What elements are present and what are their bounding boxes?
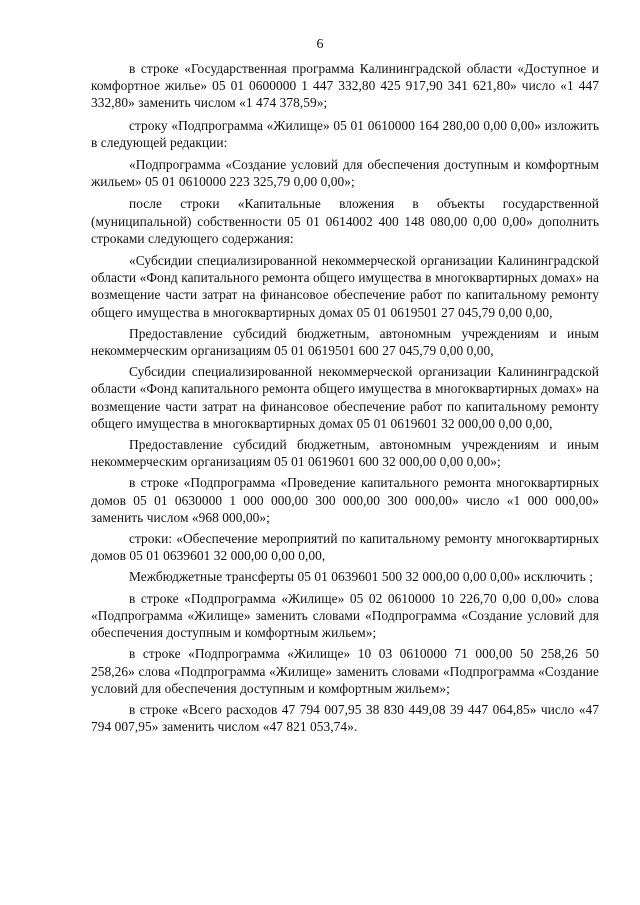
document-body — [91, 60, 599, 739]
paragraph-subsidies-fund-9601: Субсидии специализированной некоммерческой организации Калининградской области «Фонд капитального ремонта общего имущества в многоквартирных домах» на возмещение части затрат на финансовое обеспечение работ по капитальному ремонту общего имущества в многоквартирных домах 05 01 0619601 32 000,00 0,00 0,00, — [91, 364, 599, 431]
paragraph-repair-measures: строки: «Обеспечение мероприятий по капитальному ремонту многоквартирных домов 05 01 0639601 32 000,00 0,00 0,00, — [91, 531, 599, 564]
paragraph-housing-1003: в строке «Подпрограмма «Жилище» 10 03 0610000 71 000,00 50 258,26 50 258,26» слова «Подпрограмма «Жилище» заменить словами «Подпрограмма «Создание условий для обеспечения доступным и комфортным жильем»; — [91, 646, 599, 696]
paragraph-state-program: в строке «Государственная программа Калининградской области «Доступное и комфортное жилье» 05 01 0600000 1 447 332,80 425 917,90 341 621,80» число «1 447 332,80» заменить числом «1 474 378,59»; — [91, 61, 599, 111]
paragraph-total-expenses: в строке «Всего расходов 47 794 007,95 38 830 449,08 39 447 064,85» число «47 794 007,95» заменить числом «47 821 053,74». — [91, 701, 599, 735]
paragraph-housing-0502: в строке «Подпрограмма «Жилище» 05 02 0610000 10 226,70 0,00 0,00» слова «Подпрограмма «Жилище» заменить словами «Подпрограмма «Создание условий для обеспечения доступным и комфортным жильем»; — [91, 590, 599, 641]
page-number: 6 — [316, 37, 324, 52]
paragraph-subsidies-budget-9601: Предоставление субсидий бюджетным, автономным учреждениям и иным некоммерческим организациям 05 01 0619601 600 32 000,00 0,00 0,00»; — [91, 437, 599, 470]
paragraph-subsidies-budget-9501: Предоставление субсидий бюджетным, автономным учреждениям и иным некоммерческим организациям 05 01 0619501 600 27 045,79 0,00 0,00, — [91, 325, 599, 359]
paragraph-capital-repair-subprogram: в строке «Подпрограмма «Проведение капитального ремонта многоквартирных домов 05 01 0630000 1 000 000,00 300 000,00 300 000,00» число «1 000 000,00» заменить числом «968 000,00»; — [91, 475, 599, 525]
paragraph-subsidies-fund-9501: «Субсидии специализированной некоммерческой организации Калининградской области «Фонд капитального ремонта общего имущества в многоквартирных домах» на возмещение части затрат на финансовое обеспечение работ по капитальному ремонту общего имущества в многоквартирных домах 05 01 0619501 27 045,79 0,00 0,00, — [91, 253, 599, 320]
paragraph-capital-investments: после строки «Капитальные вложения в объекты государственной (муниципальной) собственности 05 01 0614002 400 148 080,00 0,00 0,00» дополнить строками следующего содержания: — [91, 196, 599, 246]
paragraph-housing-subprogram: строку «Подпрограмма «Жилище» 05 01 0610000 164 280,00 0,00 0,00» изложить в следующей редакции: — [91, 117, 599, 150]
paragraph-interbudget-transfers: Межбюджетные трансферты 05 01 0639601 500 32 000,00 0,00 0,00» исключить ; — [129, 569, 593, 585]
paragraph-new-subprogram-name: «Подпрограмма «Создание условий для обеспечения доступным и комфортным жильем» 05 01 0610000 223 325,79 0,00 0,00»; — [91, 157, 599, 190]
